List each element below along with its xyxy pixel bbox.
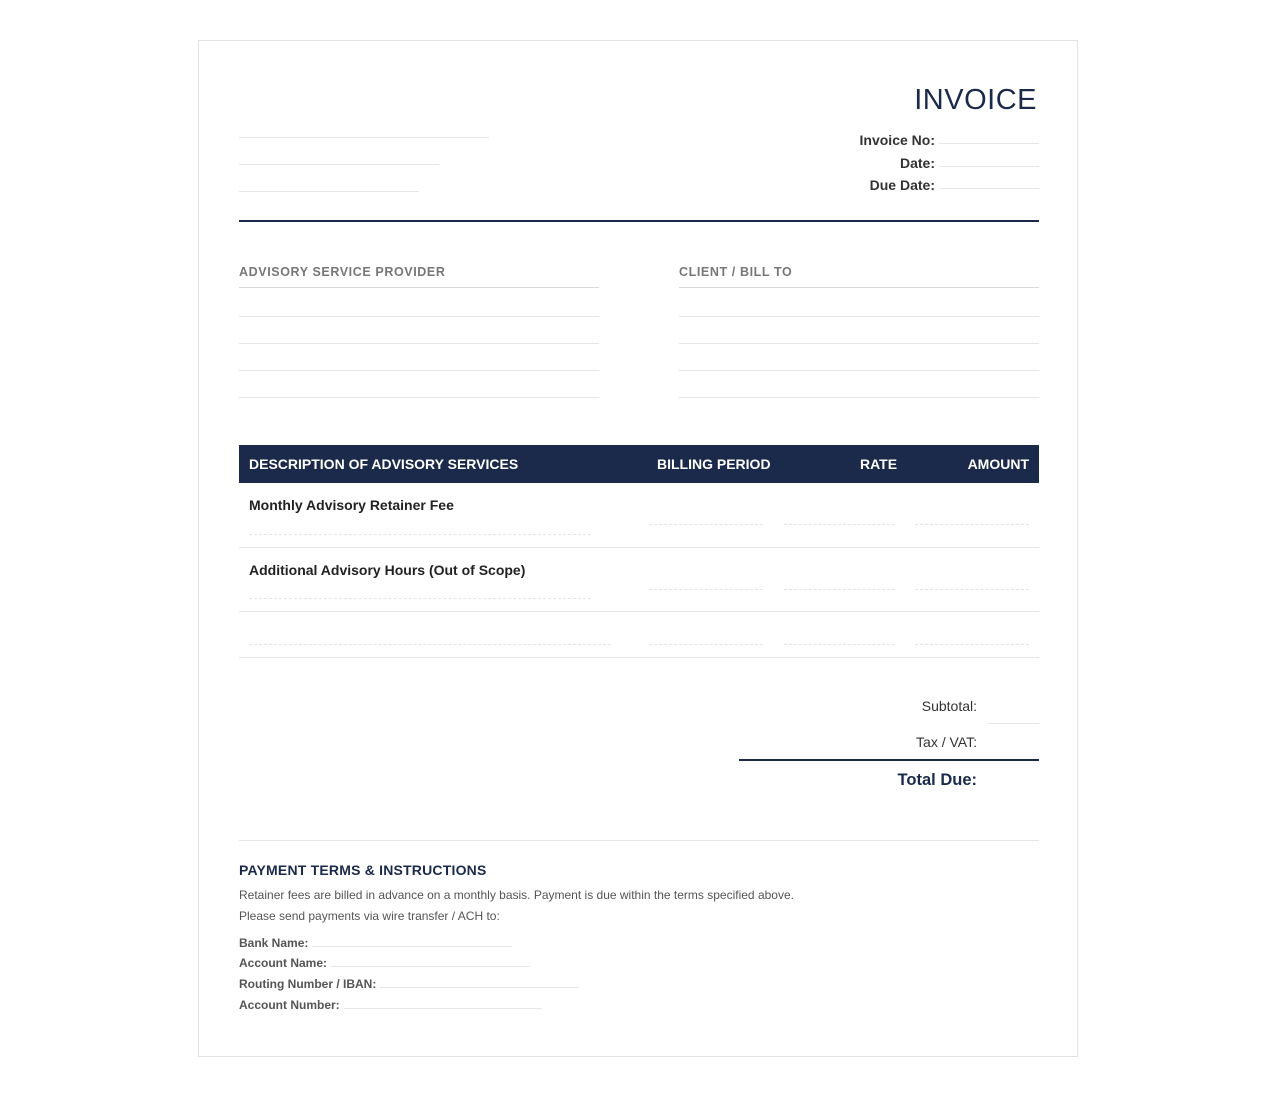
- payment-terms-line-2: Please send payments via wire transfer / ACH to:: [239, 909, 500, 923]
- payment-terms-title: PAYMENT TERMS & INSTRUCTIONS: [239, 862, 487, 878]
- provider-line-4[interactable]: [239, 370, 599, 371]
- row-2-amount-field[interactable]: [915, 589, 1029, 590]
- due-date-label: Due Date:: [869, 177, 935, 193]
- company-contact-line[interactable]: [239, 191, 419, 192]
- row-3-divider: [239, 657, 1039, 658]
- payment-terms-line-1: Retainer fees are billed in advance on a monthly basis. Payment is due within the terms specified above.: [239, 888, 794, 902]
- invoice-no-field[interactable]: [939, 143, 1039, 144]
- account-name-label: Account Name:: [239, 956, 328, 970]
- client-line-5[interactable]: [679, 397, 1039, 398]
- account-number-field[interactable]: [344, 1008, 542, 1009]
- invoice-no-label: Invoice No:: [859, 132, 935, 148]
- row-3-description-field[interactable]: [249, 644, 611, 645]
- row-2-description: Additional Advisory Hours (Out of Scope): [249, 562, 526, 578]
- tax-label: Tax / VAT:: [916, 734, 977, 750]
- bank-name-label: Bank Name:: [239, 936, 309, 950]
- provider-line-1[interactable]: [239, 287, 599, 288]
- header-description: DESCRIPTION OF ADVISORY SERVICES: [249, 456, 519, 472]
- row-3-amount-field[interactable]: [915, 644, 1029, 645]
- subtotal-value-field[interactable]: [987, 723, 1039, 724]
- row-1-notes-field[interactable]: [249, 534, 591, 535]
- header-divider: [239, 220, 1039, 222]
- account-name-field[interactable]: [330, 966, 530, 967]
- services-table-header: [239, 445, 1039, 483]
- row-3-rate-field[interactable]: [784, 644, 895, 645]
- header-billing-period: BILLING PERIOD: [657, 456, 771, 472]
- routing-field[interactable]: [380, 987, 579, 988]
- client-line-2[interactable]: [679, 316, 1039, 317]
- client-line-4[interactable]: [679, 370, 1039, 371]
- client-line-3[interactable]: [679, 343, 1039, 344]
- invoice-title: INVOICE: [914, 84, 1037, 116]
- row-2-rate-field[interactable]: [784, 589, 895, 590]
- client-label: CLIENT / BILL TO: [679, 265, 793, 279]
- provider-label: ADVISORY SERVICE PROVIDER: [239, 265, 446, 279]
- row-1-divider: [239, 547, 1039, 548]
- total-due-label: Total Due:: [897, 771, 977, 789]
- row-1-period-field[interactable]: [649, 524, 763, 525]
- payment-divider: [239, 840, 1039, 841]
- client-line-1[interactable]: [679, 287, 1039, 288]
- date-field[interactable]: [939, 166, 1039, 167]
- row-2-divider: [239, 611, 1039, 612]
- date-label: Date:: [899, 155, 935, 171]
- account-number-label: Account Number:: [239, 998, 340, 1012]
- invoice-page: [198, 40, 1078, 1057]
- header-amount: AMOUNT: [967, 456, 1029, 472]
- provider-line-3[interactable]: [239, 343, 599, 344]
- due-date-field[interactable]: [939, 188, 1039, 189]
- row-2-notes-field[interactable]: [249, 598, 591, 599]
- row-1-description: Monthly Advisory Retainer Fee: [249, 497, 454, 513]
- bank-name-field[interactable]: [312, 946, 512, 947]
- company-name-line[interactable]: [239, 137, 489, 138]
- row-1-amount-field[interactable]: [915, 524, 1029, 525]
- row-1-rate-field[interactable]: [784, 524, 895, 525]
- total-divider: [739, 759, 1039, 761]
- row-2-period-field[interactable]: [649, 589, 763, 590]
- row-3-period-field[interactable]: [649, 644, 763, 645]
- provider-line-2[interactable]: [239, 316, 599, 317]
- subtotal-label: Subtotal:: [921, 698, 977, 714]
- provider-line-5[interactable]: [239, 397, 599, 398]
- routing-label: Routing Number / IBAN:: [239, 977, 377, 991]
- company-address-line[interactable]: [239, 164, 439, 165]
- header-rate: RATE: [860, 456, 898, 472]
